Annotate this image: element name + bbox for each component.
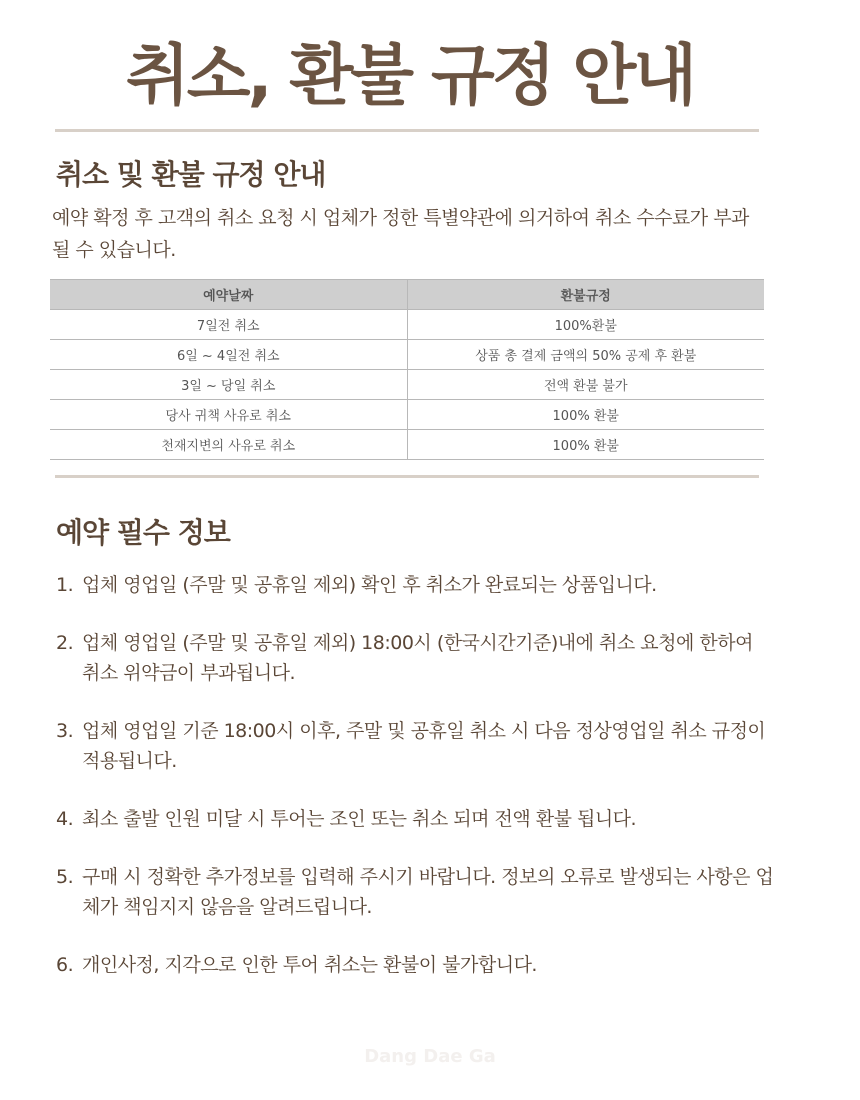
table-row — [50, 430, 764, 460]
list-item — [56, 628, 776, 688]
list-item-text: 업체 영업일 (주말 및 공휴일 제외) 18:00시 (한국시간기준)내에 취소 요청에 한하여 취소 위약금이 부과됩니다. — [82, 632, 753, 684]
table-header-row — [50, 280, 764, 310]
list-item-text: 구매 시 정확한 추가정보를 입력해 주시기 바랍니다. 정보의 오류로 발생되는 사항은 업체가 책임지지 않음을 알려드립니다. — [82, 866, 774, 918]
column-header-date: 예약날짜 — [50, 280, 407, 310]
policy-section-heading: 취소 및 환불 규정 안내 — [56, 158, 326, 191]
table-cell: 천재지변의 사유로 취소 — [50, 430, 407, 460]
table-cell: 전액 환불 불가 — [407, 370, 764, 400]
list-item — [56, 950, 776, 980]
list-item-number: 3. — [56, 720, 74, 742]
list-item — [56, 862, 776, 922]
table-cell: 3일 ~ 당일 취소 — [50, 370, 407, 400]
policy-intro-text: 예약 확정 후 고객의 취소 요청 시 업체가 정한 특별약관에 의거하여 취소 수수료가 부과 될 수 있습니다. — [52, 207, 749, 261]
table-cell: 7일전 취소 — [50, 310, 407, 340]
table-row — [50, 340, 764, 370]
list-item-text: 업체 영업일 기준 18:00시 이후, 주말 및 공휴일 취소 시 다음 정상영업일 취소 규정이 적용됩니다. — [82, 720, 766, 772]
list-item-text: 최소 출발 인원 미달 시 투어는 조인 또는 취소 되며 전액 환불 됩니다. — [82, 808, 637, 830]
table-cell: 100% 환불 — [407, 430, 764, 460]
top-divider — [55, 129, 759, 132]
list-item-number: 5. — [56, 866, 74, 888]
required-info-list — [56, 570, 776, 1008]
list-item-text: 업체 영업일 (주말 및 공휴일 제외) 확인 후 취소가 완료되는 상품입니다. — [82, 574, 657, 596]
watermark: Dang Dae Ga — [364, 1046, 496, 1067]
list-item-number: 2. — [56, 632, 74, 654]
table-cell: 상품 총 결제 금액의 50% 공제 후 환불 — [407, 340, 764, 370]
list-item — [56, 716, 776, 776]
table-row — [50, 370, 764, 400]
list-item-number: 6. — [56, 954, 74, 976]
table-row — [50, 400, 764, 430]
list-item-number: 1. — [56, 574, 74, 596]
table-cell: 6일 ~ 4일전 취소 — [50, 340, 407, 370]
table-row — [50, 310, 764, 340]
list-item-number: 4. — [56, 808, 74, 830]
page-title: 취소, 환불 규정 안내 — [125, 37, 695, 114]
table-cell: 100% 환불 — [407, 400, 764, 430]
info-section-heading: 예약 필수 정보 — [56, 516, 230, 549]
bottom-divider — [55, 475, 759, 478]
table-cell: 당사 귀책 사유로 취소 — [50, 400, 407, 430]
column-header-refund: 환불규정 — [407, 280, 764, 310]
list-item — [56, 570, 776, 600]
list-item — [56, 804, 776, 834]
refund-policy-table — [50, 279, 764, 460]
table-cell: 100%환불 — [407, 310, 764, 340]
list-item-text: 개인사정, 지각으로 인한 투어 취소는 환불이 불가합니다. — [82, 954, 537, 976]
